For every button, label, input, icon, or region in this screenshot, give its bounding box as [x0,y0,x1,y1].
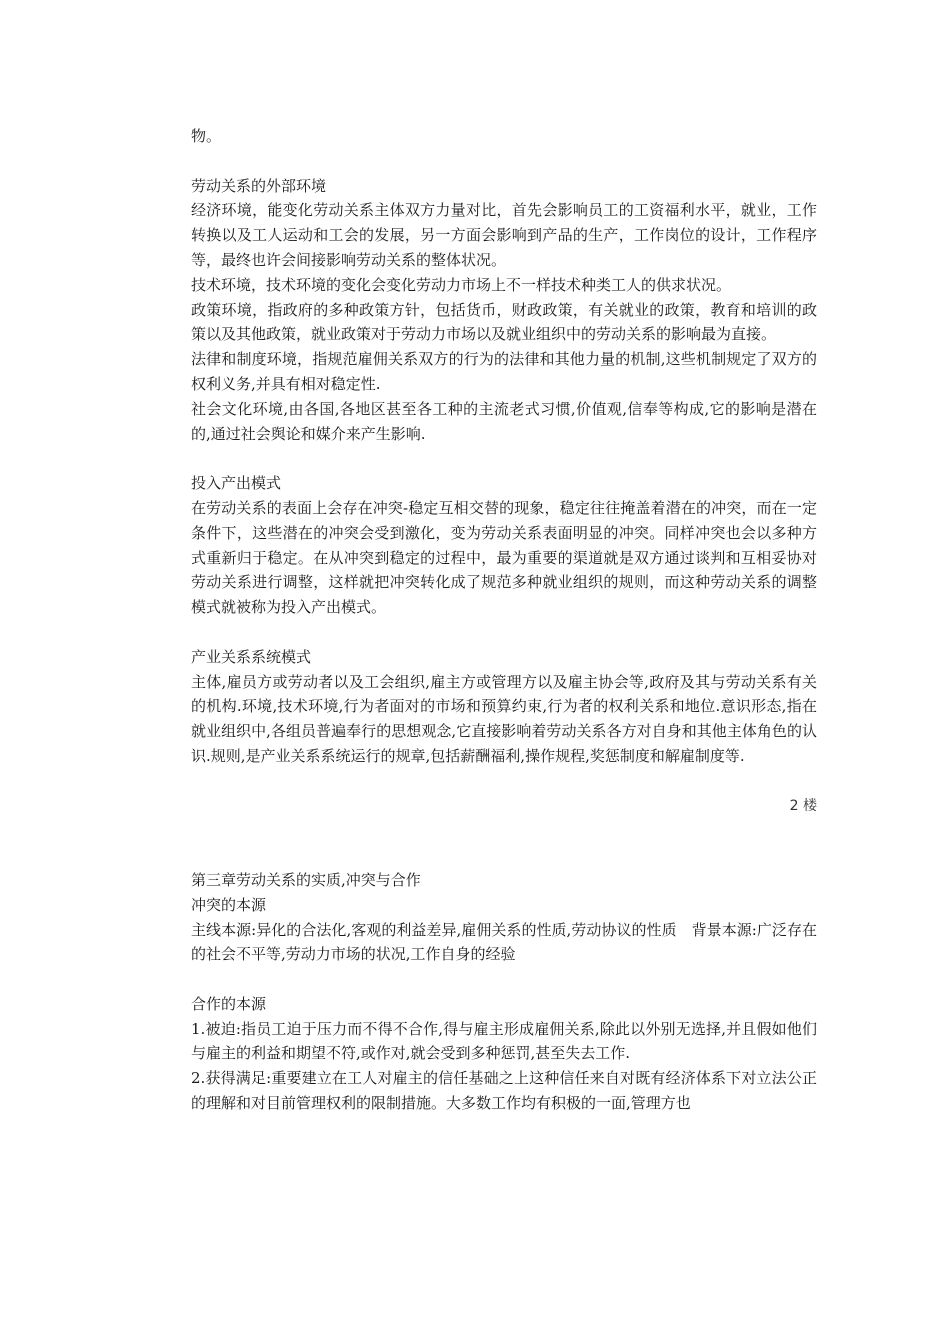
spacer [191,818,817,843]
lead-fragment: 物。 [191,127,222,145]
paragraph-policy-environment: 政策环境，指政府的多种政策方针，包括货币，财政政策，有关就业的政策，教育和培训的政策以及其他政策，就业政策对于劳动力市场以及就业组织中的劳动关系的影响最为直接。 [191,300,817,344]
spacer [191,446,817,471]
chapter-title: 第三章劳动关系的实质,冲突与合作 [191,870,421,889]
spacer [191,843,817,868]
spacer [191,769,817,794]
paragraph-conflict-source: 主线本源:异化的合法化,客观的利益差异,雇佣关系的性质,劳动协议的性质 背景本源:广泛存在的社会不平等,劳动力市场的状况,工作自身的经验 [191,920,817,964]
spacer [191,967,817,992]
section-heading-industrial-relations-system: 产业关系系统模式 [191,647,312,666]
list-item-satisfaction-cooperation: 2.获得满足:重要建立在工人对雇主的信任基础之上这种信任来自对既有经济体系下对立法公正的理解和对目前管理权利的限制措施。大多数工作均有积极的一面,管理方也 [191,1069,817,1113]
floor-number-label: 2 楼 [789,797,817,814]
paragraph-economic-environment: 经济环境，能变化劳动关系主体双方力量对比，首先会影响员工的工资福利水平，就业，工作转换以及工人运动和工会的发展，另一方面会影响到产品的生产，工作岗位的设计，工作程序等，最终也许会间接影响劳动关系的整体状况。 [191,201,817,269]
paragraph-technical-environment: 技术环境，技术环境的变化会变化劳动力市场上不一样技术种类工人的供求状况。 [191,275,732,294]
section-heading-conflict-source: 冲突的本源 [191,895,267,914]
document-page [191,124,817,1116]
section-heading-cooperation-source: 合作的本源 [191,994,267,1013]
paragraph-legal-environment: 法律和制度环境，指规范雇佣关系双方的行为的法律和其他力量的机制,这些机制规定了双方的权利义务,并具有相对稳定性. [191,350,817,393]
paragraph-industrial-relations-system: 主体,雇员方或劳动者以及工会组织,雇主方或管理方以及雇主协会等,政府及其与劳动关系有关的机构.环境,技术环境,行为者面对的市场和预算约束,行为者的权利关系和地位.意识形态,指在就业组织中,各组员普遍奉行的思想观念,它直接影响着劳动关系各方对自身和其他主体角色的认识.规则,是产业关系系统运行的规章,包括薪酬福利,操作规程,奖惩制度和解雇制度等. [191,672,817,765]
list-item-forced-cooperation: 1.被迫:指员工迫于压力而不得不合作,得与雇主形成雇佣关系,除此以外别无选择,并且假如他们与雇主的利益和期望不符,或作对,就会受到多种惩罚,甚至失去工作. [191,1019,817,1063]
spacer [191,149,817,174]
section-heading-input-output-model: 投入产出模式 [191,474,282,493]
section-heading-external-environment: 劳动关系的外部环境 [191,176,327,195]
paragraph-social-culture-environment: 社会文化环境,由各国,各地区甚至各工种的主流老式习惯,价值观,信奉等构成,它的影响是潜在的,通过社会舆论和媒介来产生影响. [191,399,817,443]
paragraph-input-output-model: 在劳动关系的表面上会存在冲突-稳定互相交替的现象，稳定往往掩盖着潜在的冲突，而在一定条件下，这些潜在的冲突会受到激化，变为劳动关系表面明显的冲突。同样冲突也会以多种方式重新归于稳定。在从冲突到稳定的过程中，最为重要的渠道就是双方通过谈判和互相妥协对劳动关系进行调整，这样就把冲突转化成了规范多种就业组织的规则，而这种劳动关系的调整模式就被称为投入产出模式。 [191,498,817,617]
spacer [191,620,817,645]
